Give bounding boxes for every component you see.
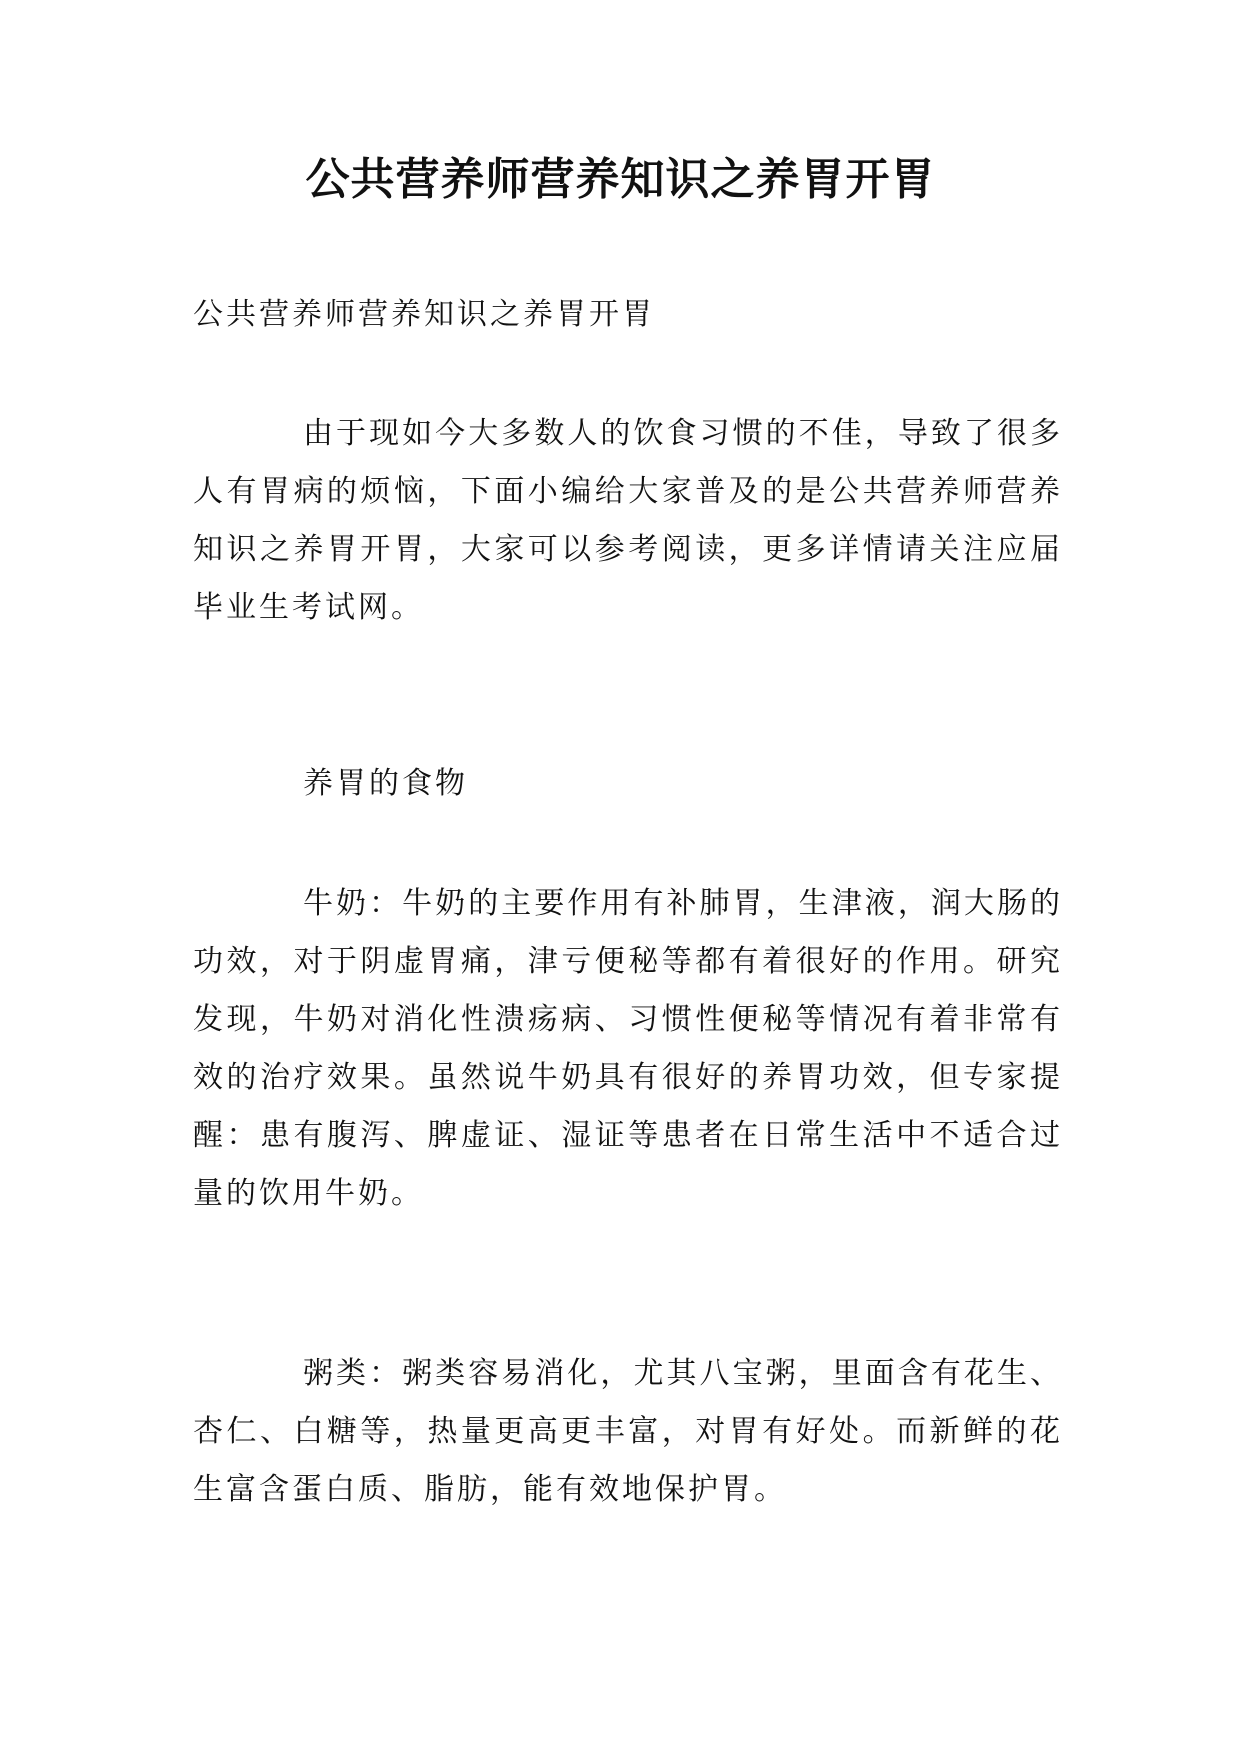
milk-paragraph: 牛奶：牛奶的主要作用有补肺胃，生津液，润大肠的功效，对于阴虚胃痛，津亏便秘等都有着很好的作用。研究发现，牛奶对消化性溃疡病、习惯性便秘等情况有着非常有效的治疗效果。虽然说牛奶具有很好的养胃功效，但专家提醒：患有腹泻、脾虚证、湿证等患者在日常生活中不适合过量的饮用牛奶。 — [193, 886, 1063, 1211]
section-heading: 养胃的食物 — [303, 766, 468, 801]
intro-paragraph: 由于现如今大多数人的饮食习惯的不佳，导致了很多人有胃病的烦恼，下面小编给大家普及的是公共营养师营养知识之养胃开胃，大家可以参考阅读，更多详情请关注应届毕业生考试网。 — [193, 416, 1063, 625]
document-title: 公共营养师营养知识之养胃开胃 — [305, 154, 936, 205]
document-subtitle: 公共营养师营养知识之养胃开胃 — [193, 297, 655, 332]
porridge-paragraph: 粥类：粥类容易消化，尤其八宝粥，里面含有花生、杏仁、白糖等，热量更高更丰富，对胃有好处。而新鲜的花生富含蛋白质、脂肪，能有效地保护胃。 — [193, 1356, 1063, 1507]
